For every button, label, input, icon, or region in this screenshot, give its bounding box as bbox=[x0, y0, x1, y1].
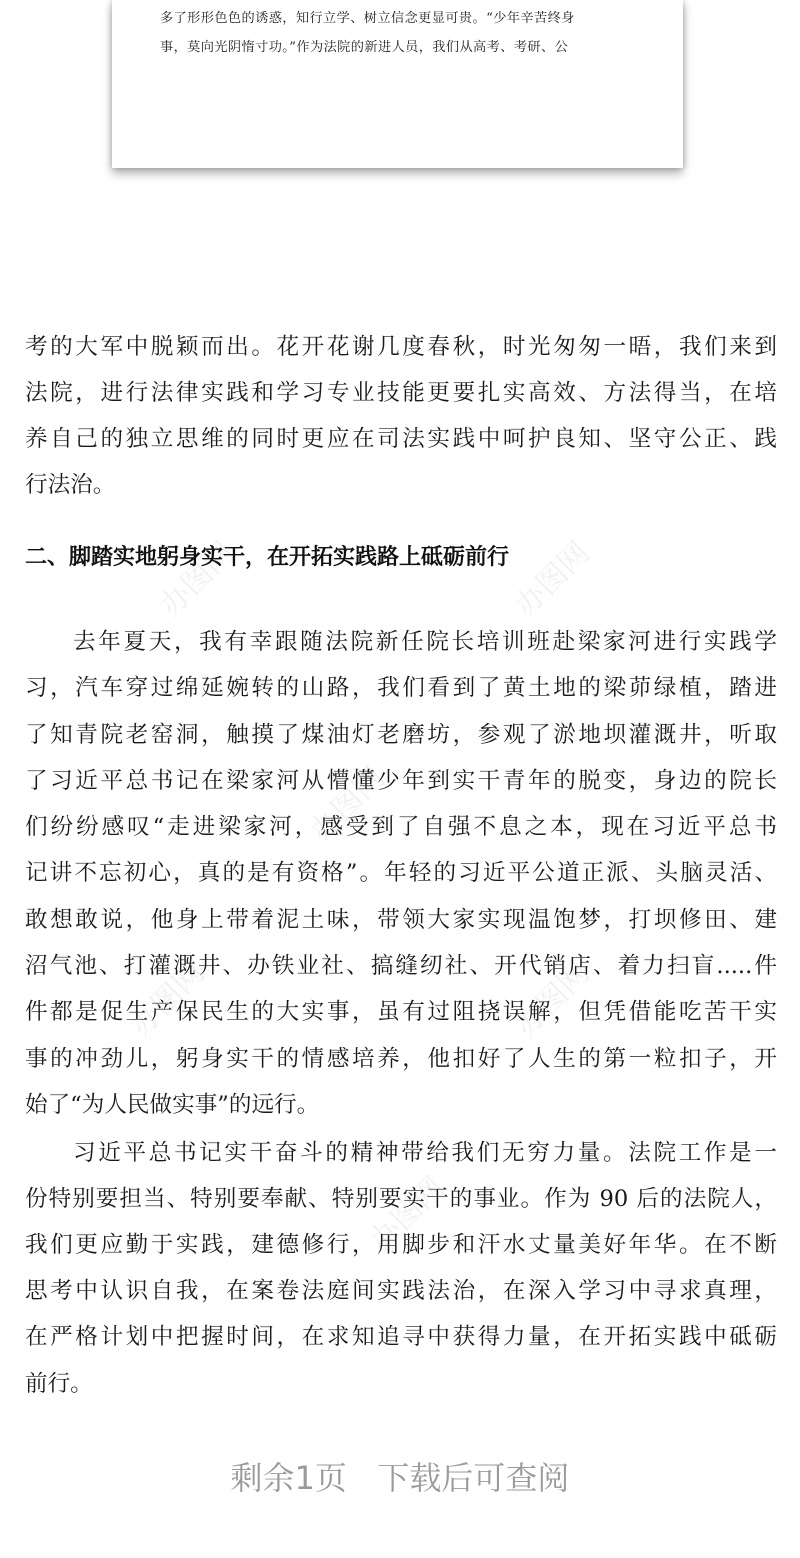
paragraph-1-line-2: 习，汽车穿过绵延婉转的山路，我们看到了黄土地的梁茆绿植，踏进 bbox=[25, 675, 777, 701]
paragraph-1-line-5: 们纷纷感叹“走进梁家河，感受到了自强不息之本，现在习近平总书 bbox=[25, 814, 777, 840]
paragraph-2-line-1: 习近平总书记实干奋斗的精神带给我们无穷力量。法院工作是一 bbox=[73, 1140, 777, 1166]
paragraph-1-line-3: 了知青院老窑洞，触摸了煤油灯老磨坊，参观了淤地坝灌溉井，听取 bbox=[25, 722, 777, 748]
paragraph-1-line-9: 件都是促生产保民生的大实事，虽有过阻挠误解，但凭借能吃苦干实 bbox=[25, 999, 777, 1025]
paragraph-2-line-4: 思考中认识自我，在案卷法庭间实践法治，在深入学习中寻求真理， bbox=[25, 1278, 777, 1304]
paragraph-2-line-2: 份特别要担当、特别要奉献、特别要实干的事业。作为 90 后的法院人， bbox=[25, 1186, 777, 1212]
paragraph-1-line-1: 去年夏天，我有幸跟随法院新任院长培训班赴梁家河进行实践学 bbox=[73, 629, 777, 655]
preview-page-card bbox=[112, 0, 683, 168]
watermark: 办图网 bbox=[153, 535, 242, 624]
paragraph-1-line-7: 敢想敢说，他身上带着泥土味，带领大家实现温饱梦，打坝修田、建 bbox=[25, 907, 777, 933]
watermark: 办图网 bbox=[123, 955, 212, 1044]
remaining-pages-download-link[interactable]: 剩余1页 下载后可查阅 bbox=[230, 1459, 570, 1497]
paragraph-2-line-6: 前行。 bbox=[25, 1371, 93, 1397]
paragraph-2-line-3: 我们更应勤于实践，建德修行，用脚步和汗水丈量美好年华。在不断 bbox=[25, 1232, 777, 1258]
continuation-line-1: 考的大军中脱颖而出。花开花谢几度春秋，时光匆匆一晤，我们来到 bbox=[25, 334, 777, 360]
paragraph-1-line-10: 事的冲劲儿，躬身实干的情感培养，他扣好了人生的第一粒扣子，开 bbox=[25, 1046, 777, 1072]
continuation-line-4: 行法治。 bbox=[25, 472, 116, 498]
paragraph-2-line-5: 在严格计划中把握时间，在求知追寻中获得力量，在开拓实践中砥砺 bbox=[25, 1324, 777, 1350]
preview-line-2: 事，莫向光阴惰寸功。”作为法院的新进人员，我们从高考、考研、公 bbox=[160, 40, 569, 55]
paragraph-1-line-8: 沼气池、打灌溉井、办铁业社、搞缝纫社、开代销店、着力扫盲.....件 bbox=[25, 953, 777, 979]
paragraph-1-line-6: 记讲不忘初心，真的是有资格”。年轻的习近平公道正派、头脑灵活、 bbox=[25, 860, 777, 886]
preview-line-1: 多了形形色色的诱惑，知行立学、树立信念更显可贵。“少年辛苦终身 bbox=[160, 11, 575, 26]
section-heading: 二、脚踏实地躬身实干，在开拓实践路上砥砺前行 bbox=[25, 545, 510, 570]
watermark: 办图网 bbox=[363, 1170, 452, 1259]
continuation-line-2: 法院，进行法律实践和学习专业技能更要扎实高效、方法得当，在培 bbox=[25, 380, 777, 406]
paragraph-1-line-11: 始了“为人民做实事”的远行。 bbox=[25, 1092, 320, 1118]
paragraph-1-line-4: 了习近平总书记在梁家河从懵懂少年到实干青年的脱变，身边的院长 bbox=[25, 768, 777, 794]
watermark: 办图网 bbox=[508, 955, 597, 1044]
watermark: 办图网 bbox=[303, 760, 392, 849]
watermark: 办图网 bbox=[508, 535, 597, 624]
continuation-line-3: 养自己的独立思维的同时更应在司法实践中呵护良知、坚守公正、践 bbox=[25, 426, 777, 452]
